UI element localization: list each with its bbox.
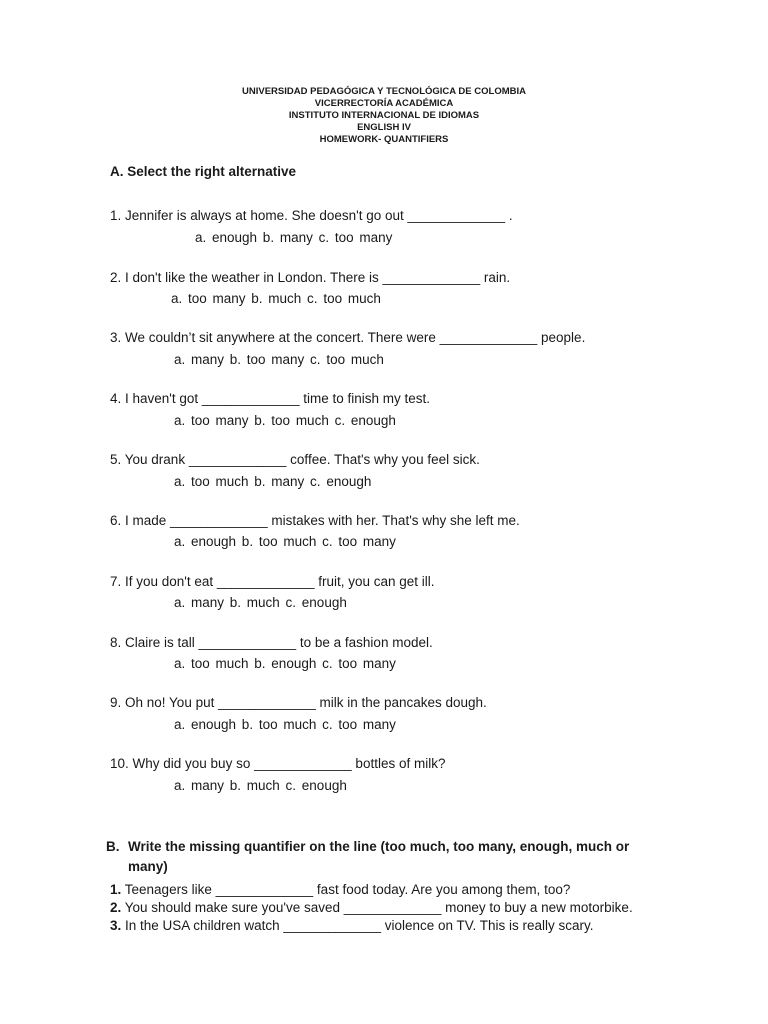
- section-a-title: A. Select the right alternative: [110, 164, 297, 179]
- document-header: [0, 86, 768, 146]
- question-9-options: a. enough b. too much c. too many: [174, 717, 396, 732]
- question-1-options: a. enough b. many c. too many: [195, 230, 393, 245]
- section-b-question-2-text: You should make sure you've saved _____________ money to buy a new motorbike.: [121, 900, 633, 915]
- section-b-question-3-text: In the USA children watch _____________ violence on TV. This is really scary.: [121, 918, 594, 933]
- question-7-options: a. many b. much c. enough: [174, 595, 347, 610]
- section-b-question-1: [110, 882, 570, 897]
- question-2-options: a. too many b. much c. too much: [171, 291, 381, 306]
- question-2: 2. I don't like the weather in London. There is _____________ rain.: [110, 270, 511, 285]
- header-course: ENGLISH IV: [357, 122, 411, 133]
- question-4: 4. I haven't got _____________ time to finish my test.: [110, 391, 431, 406]
- header-homework-title: HOMEWORK- QUANTIFIERS: [319, 134, 449, 145]
- question-7: 7. If you don't eat _____________ fruit, you can get ill.: [110, 574, 435, 589]
- section-b-question-3-number: 3.: [110, 918, 122, 933]
- header-university: UNIVERSIDAD PEDAGÓGICA Y TECNOLÓGICA DE COLOMBIA: [242, 86, 526, 97]
- header-institute: INSTITUTO INTERNACIONAL DE IDIOMAS: [288, 110, 480, 121]
- section-b-question-3: [110, 918, 594, 933]
- question-5: 5. You drank _____________ coffee. That's why you feel sick.: [110, 452, 480, 467]
- section-b-instructions: Write the missing quantifier on the line (too much, too many, enough, much or many): [128, 839, 630, 874]
- question-5-options: a. too much b. many c. enough: [174, 474, 372, 489]
- question-10: 10. Why did you buy so _____________ bottles of milk?: [110, 756, 446, 771]
- section-b-question-2: [110, 900, 633, 915]
- header-vice-rectory: VICERRECTORÍA ACADÉMICA: [314, 98, 454, 109]
- section-b-letter: B.: [106, 839, 120, 854]
- section-b-question-1-number: 1.: [110, 882, 122, 897]
- question-10-options: a. many b. much c. enough: [174, 778, 347, 793]
- question-4-options: a. too many b. too much c. enough: [174, 413, 396, 428]
- question-8-options: a. too much b. enough c. too many: [174, 656, 396, 671]
- section-b-question-2-number: 2.: [110, 900, 122, 915]
- question-6: 6. I made _____________ mistakes with her. That's why she left me.: [110, 513, 520, 528]
- question-3: 3. We couldn’t sit anywhere at the concert. There were _____________ people.: [110, 330, 586, 345]
- question-8: 8. Claire is tall _____________ to be a fashion model.: [110, 635, 433, 650]
- section-b-question-1-text: Teenagers like _____________ fast food today. Are you among them, too?: [121, 882, 571, 897]
- question-9: 9. Oh no! You put _____________ milk in the pancakes dough.: [110, 695, 487, 710]
- question-3-options: a. many b. too many c. too much: [174, 352, 384, 367]
- question-1: 1. Jennifer is always at home. She doesn't go out _____________ .: [110, 208, 513, 223]
- question-6-options: a. enough b. too much c. too many: [174, 534, 396, 549]
